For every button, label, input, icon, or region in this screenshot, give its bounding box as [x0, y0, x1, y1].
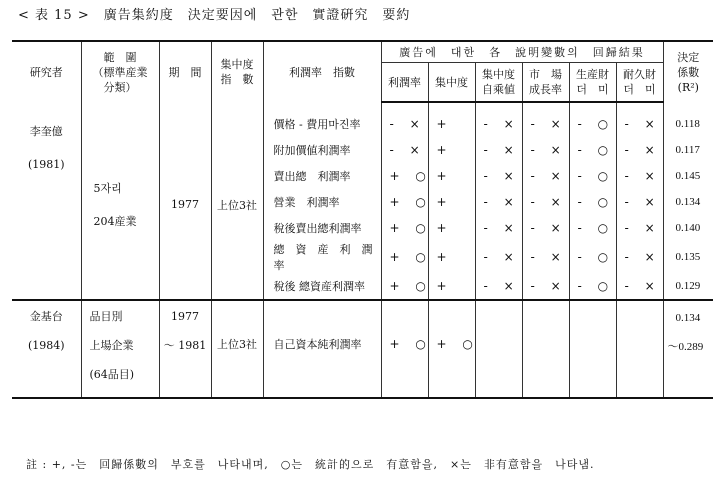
- coef-cell: + ○: [381, 163, 428, 189]
- coef-cell: [569, 300, 616, 398]
- profit-index: 價格 - 費用마진率: [263, 102, 381, 137]
- researcher-lee: 李奎億 (1981): [12, 102, 81, 300]
- table-title: [18, 4, 424, 23]
- header-researcher: 硏究者: [12, 41, 81, 102]
- coef-cell: - ○: [569, 215, 616, 241]
- range-lee: 5자리 204産業: [81, 102, 159, 300]
- coef-cell: - ×: [616, 137, 663, 163]
- header-profit-index: 利潤率 指數: [263, 41, 381, 102]
- r2-value: 0.134 ～0.289: [663, 300, 713, 398]
- header-range: 範 圍 （標準産業 分類）: [81, 41, 159, 102]
- coef-cell: - ○: [569, 163, 616, 189]
- header-var-durable-dummy: 耐久財 더 미: [616, 63, 663, 103]
- coef-cell: - ○: [569, 137, 616, 163]
- header-var-concentration-sq: 集中度 自乘値: [475, 63, 522, 103]
- table-row: [12, 102, 713, 137]
- coef-cell: - ×: [381, 137, 428, 163]
- profit-index: 營業 利潤率: [263, 189, 381, 215]
- header-var-producer-dummy: 生産財 더 미: [569, 63, 616, 103]
- coef-cell: - ×: [616, 189, 663, 215]
- coef-cell: - ×: [616, 215, 663, 241]
- profit-index: 賣出總 利潤率: [263, 163, 381, 189]
- coef-cell: - ×: [522, 137, 569, 163]
- profit-index: 自己資本純利潤率: [263, 300, 381, 398]
- coef-cell: + ○: [428, 300, 475, 398]
- coef-cell: - ×: [475, 137, 522, 163]
- coef-cell: +: [428, 102, 475, 137]
- coef-cell: - ×: [522, 273, 569, 300]
- table-footnote: 註 : +, -는 回歸係數의 부호를 나타내며, ○는 統計的으로 有意함을, ×는 非有意함을 나타냄.: [26, 458, 595, 471]
- r2-value: 0.134: [675, 196, 701, 208]
- coef-cell: +: [428, 137, 475, 163]
- coef-cell: - ×: [475, 102, 522, 137]
- coef-cell: - ×: [475, 215, 522, 241]
- coef-cell: - ×: [522, 102, 569, 137]
- coef-cell: - ×: [522, 189, 569, 215]
- coef-cell: - ○: [569, 189, 616, 215]
- regression-table: [12, 40, 713, 399]
- coef-cell: - ×: [381, 102, 428, 137]
- header-var-concentration: 集中度: [428, 63, 475, 103]
- range-kim: 品目別 上場企業 (64品目): [81, 300, 159, 398]
- coef-cell: + ○: [381, 215, 428, 241]
- coef-cell: - ×: [616, 273, 663, 300]
- concentration-lee: 上位3社: [211, 102, 263, 300]
- coef-cell: +: [428, 215, 475, 241]
- coef-cell: - ×: [616, 102, 663, 137]
- coef-cell: + ○: [381, 300, 428, 398]
- table-row: [12, 300, 713, 398]
- header-r2: 決定 係數 (R²): [663, 41, 713, 102]
- r2-value: 0.145: [675, 170, 701, 182]
- header-var-profit: 利潤率: [381, 63, 428, 103]
- profit-index: 總 資 産 利 潤 率: [263, 241, 381, 273]
- header-period: 期 間: [159, 41, 211, 102]
- coef-cell: - ×: [475, 273, 522, 300]
- header-var-market-growth: 市 場 成長率: [522, 63, 569, 103]
- period-lee: 1977: [159, 102, 211, 300]
- r2-value: 0.129: [675, 280, 701, 292]
- coef-cell: - ×: [475, 163, 522, 189]
- coef-cell: - ×: [616, 163, 663, 189]
- concentration-kim: 上位3社: [211, 300, 263, 398]
- profit-index: 稅後 總資産利潤率: [263, 273, 381, 300]
- coef-cell: - ×: [522, 241, 569, 273]
- coef-cell: + ○: [381, 273, 428, 300]
- table-label: < 表 15 >: [18, 8, 90, 23]
- coef-cell: [616, 300, 663, 398]
- researcher-kim: 金基台 (1984): [12, 300, 81, 398]
- header-regression-group: 廣告에 대한 各 說明變數의 回歸結果: [381, 41, 663, 63]
- r2-value: 0.135: [675, 251, 701, 263]
- table-caption: 廣告集約度 決定要因에 관한 實證硏究 要約: [103, 8, 411, 23]
- coef-cell: +: [428, 273, 475, 300]
- profit-index: 附加價値利潤率: [263, 137, 381, 163]
- period-kim: 1977 ～ 1981: [159, 300, 211, 398]
- coef-cell: - ×: [522, 215, 569, 241]
- coef-cell: [475, 300, 522, 398]
- header-concentration: 集中度 指 數: [211, 41, 263, 102]
- coef-cell: +: [428, 189, 475, 215]
- r2-value: 0.140: [675, 222, 701, 234]
- coef-cell: - ○: [569, 241, 616, 273]
- coef-cell: +: [428, 163, 475, 189]
- coef-cell: +: [428, 241, 475, 273]
- coef-cell: - ○: [569, 273, 616, 300]
- coef-cell: [522, 300, 569, 398]
- profit-index: 稅後賣出總利潤率: [263, 215, 381, 241]
- coef-cell: - ×: [475, 189, 522, 215]
- r2-value: 0.118: [675, 117, 700, 130]
- coef-cell: - ×: [616, 241, 663, 273]
- coef-cell: - ×: [522, 163, 569, 189]
- coef-cell: - ×: [475, 241, 522, 273]
- coef-cell: + ○: [381, 241, 428, 273]
- coef-cell: + ○: [381, 189, 428, 215]
- coef-cell: - ○: [569, 102, 616, 137]
- r2-value: 0.117: [675, 144, 700, 156]
